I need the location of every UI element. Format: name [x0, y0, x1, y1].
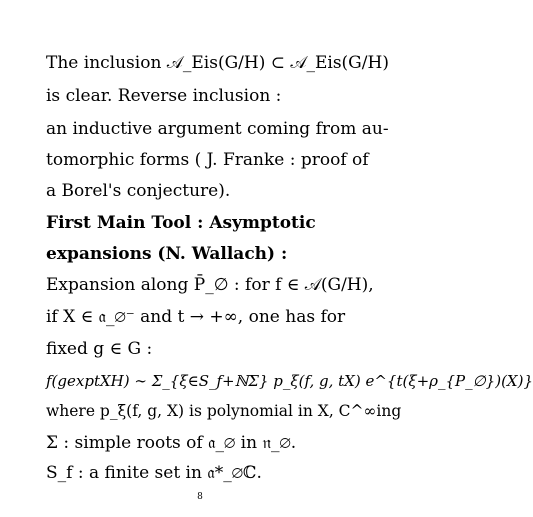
text-line-9: if X ∈ 𝔞_∅⁻ and t → +∞, one has for	[46, 307, 346, 327]
text-line-3: an inductive argument coming from au-	[46, 119, 389, 139]
text-line-2: is clear. Reverse inclusion :	[46, 86, 282, 106]
text-line-4: tomorphic forms ( J. Franke : proof of	[46, 150, 369, 170]
heading-line-1: First Main Tool : Asymptotic	[46, 213, 316, 233]
text-line-14: S_f : a finite set in 𝔞*_∅ℂ.	[46, 463, 262, 483]
text-line-13: Σ : simple roots of 𝔞_∅ in 𝔫_∅.	[46, 433, 297, 453]
page-number: 8	[197, 492, 203, 502]
text-line-5: a Borel's conjecture).	[46, 181, 231, 201]
text-line-12: where p_ξ(f, g, X) is polynomial in X, C^∞ing	[46, 402, 402, 420]
text-line-8: Expansion along P̄_∅ : for f ∈ 𝒜(G/H),	[46, 275, 374, 295]
text-line-1: The inclusion 𝒜_Eis(G/H) ⊂ 𝒜_Eis(G/H)	[46, 53, 389, 73]
text-line-10: fixed g ∈ G :	[46, 339, 153, 359]
heading-line-2: expansions (N. Wallach) :	[46, 244, 288, 264]
formula-line: f(gexptXH) ∼ Σ_{ξ∈S_f+ℕΣ} p_ξ(f, g, tX) e^{t(ξ+ρ_{P_∅})(X)}	[46, 372, 533, 390]
